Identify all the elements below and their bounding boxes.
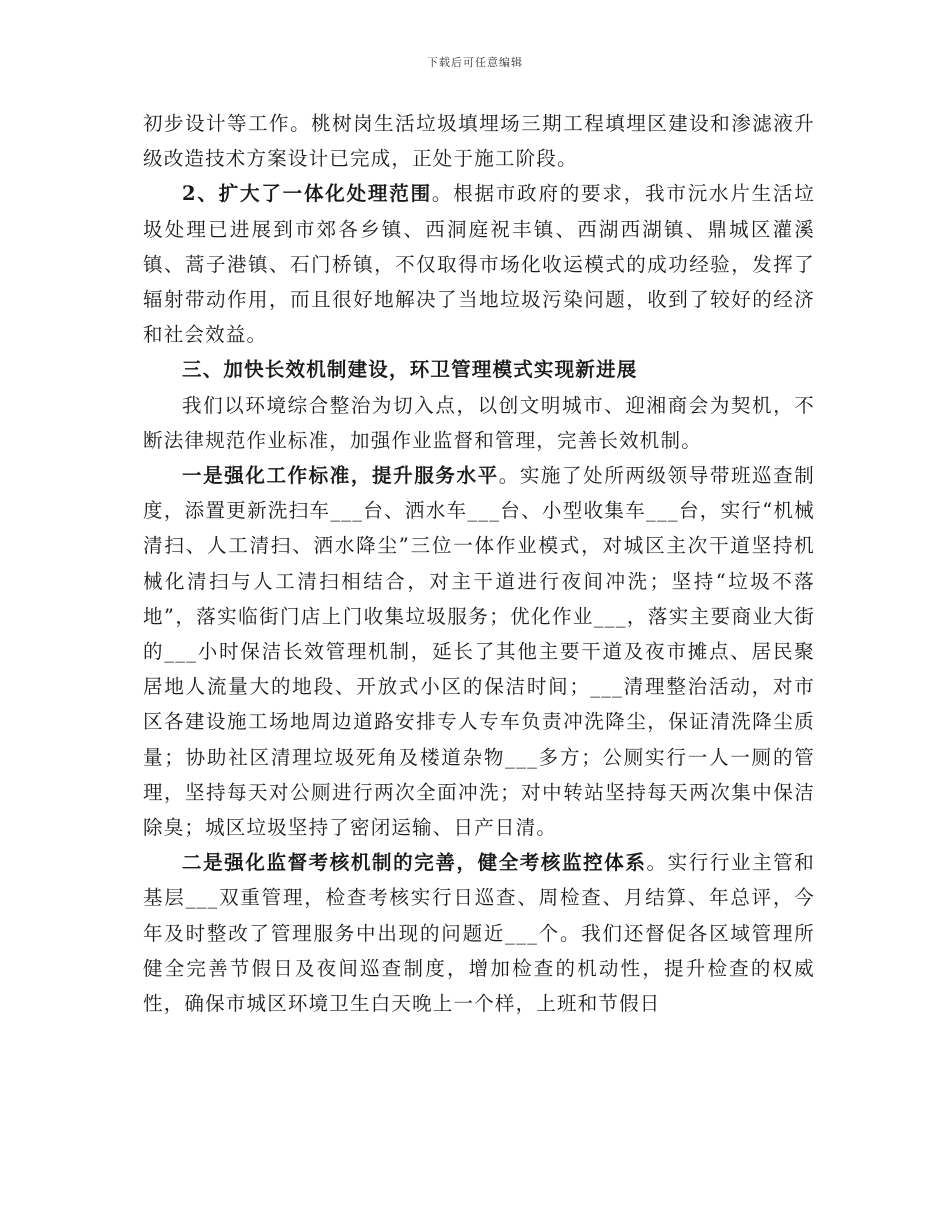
paragraph-continuation	[143, 106, 815, 176]
paragraph-intro	[143, 388, 815, 458]
paragraph-text: 。根据市政府的要求，我市沅水片生活垃圾处理已进展到市郊各乡镇、西洞庭祝丰镇、西湖西湖镇、鼎城区灌溪镇、蒿子港镇、石门桥镇，不仅取得市场化收运模式的成功经验，发挥了辐射带动作用，而且很好地解决了当地垃圾污染问题，收到了较好的经济和社会效益。	[143, 182, 815, 347]
page-header: 下载后可任意编辑	[427, 56, 523, 69]
paragraph-work-standards	[143, 458, 815, 845]
paragraph-lead: 2、扩大了一体化处理范围	[182, 182, 432, 206]
paragraph-lead: 一是强化工作标准，提升服务水平	[182, 464, 499, 488]
paragraph-text: 我们以环境综合整治为切入点，以创文明城市、迎湘商会为契机，不断法律规范作业标准，加强作业监督和管理，完善长效机制。	[143, 393, 815, 452]
section-heading	[143, 352, 815, 387]
document-body	[143, 106, 815, 1021]
paragraph-integrated-processing	[143, 176, 815, 352]
paragraph-lead: 二是强化监督考核机制的完善，健全考核监控体系	[182, 851, 647, 875]
paragraph-text: 初步设计等工作。桃树岗生活垃圾填埋场三期工程填埋区建设和渗滤液升级改造技术方案设计已完成，正处于施工阶段。	[143, 112, 815, 171]
paragraph-supervision	[143, 845, 815, 1021]
section-heading-text: 三、加快长效机制建设，环卫管理模式实现新进展	[182, 358, 638, 382]
paragraph-text: 。实施了处所两级领导带班巡查制度，添置更新洗扫车___台、洒水车___台、小型收集车___台，实行“机械清扫、人工清扫、洒水降尘”三位一体作业模式，对城区主次干道坚持机械化清扫与人工清扫相结合，对主干道进行夜间冲洗；坚持“垃圾不落地”，落实临街门店上门收集垃圾服务；优化作业___，落实主要商业大街的___小时保洁长效管理机制，延长了其他主要干道及夜市摊点、居民聚居地人流量大的地段、开放式小区的保洁时间；___清理整治活动，对市区各建设施工场地周边道路安排专人专车负责冲洗降尘，保证清洗降尘质量；协助社区清理垃圾死角及楼道杂物___多方；公厕实行一人一厕的管理，坚持每天对公厕进行两次全面冲洗；对中转站坚持每天两次集中保洁除臭；城区垃圾坚持了密闭运输、日产日清。	[143, 464, 815, 840]
paragraph-text: 。实行行业主管和基层___双重管理，检查考核实行日巡查、周检查、月结算、年总评，今年及时整改了管理服务中出现的问题近___个。我们还督促各区域管理所健全完善节假日及夜间巡查制度，增加检查的机动性，提升检查的权威性，确保市城区环境卫生白天晚上一个样，上班和节假日	[143, 851, 815, 1016]
